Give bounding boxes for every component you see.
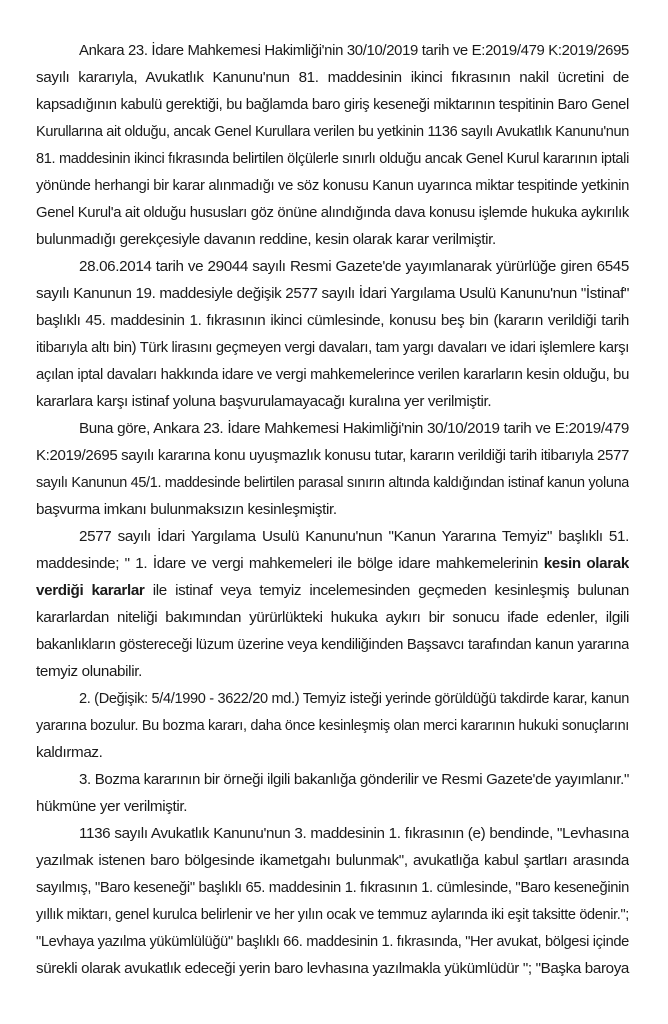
paragraph bbox=[36, 415, 629, 523]
text-segment: kaldırmaz. bbox=[36, 744, 103, 761]
text-segment: maddesinde; " 1. İdare ve vergi mahkemeleri ile bölge idare mahkemelerinin bbox=[36, 555, 544, 572]
text-segment: sayılmış, "Baro keseneği" başlıklı 65. maddesinin 1. fıkrasının 1. cümlesinde, "Baro keseneğinin bbox=[36, 879, 629, 896]
text-segment: başvurma imkanı bulunmaksızın kesinleşmiştir. bbox=[36, 501, 337, 518]
text-line bbox=[36, 847, 629, 874]
text-line bbox=[36, 496, 629, 523]
text-line bbox=[36, 280, 629, 307]
paragraph bbox=[36, 37, 629, 253]
text-line bbox=[36, 658, 629, 685]
text-segment: yararına bozulur. Bu bozma kararı, daha önce kesinleşmiş olan merci kararının hukuki sonuçlarını bbox=[36, 717, 629, 734]
text-segment: yazılmak istenen baro bölgesinde ikametgahı bulunmak", avukatlığa kabul şartları arasında bbox=[36, 852, 629, 869]
text-segment: ile istinaf veya temyiz incelemesinden geçmeden kesinleşmiş bulunan bbox=[152, 582, 629, 599]
text-line bbox=[36, 172, 629, 199]
text-segment: Buna göre, Ankara 23. İdare Mahkemesi Hakimliği'nin 30/10/2019 tarih ve E:2019/479 bbox=[79, 420, 629, 437]
text-segment: kararlara karşı istinaf yoluna başvurulamayacağı kuralına yer verilmiştir. bbox=[36, 393, 492, 410]
text-segment: sayılı kararıyla, Avukatlık Kanunu'nun 81. maddesinin ikinci fıkrasının nakil ücretini de bbox=[36, 69, 629, 86]
text-line bbox=[36, 901, 629, 928]
text-line bbox=[36, 199, 629, 226]
paragraph bbox=[36, 685, 629, 766]
text-line bbox=[36, 874, 629, 901]
text-line bbox=[36, 415, 629, 442]
text-segment: kararlardan niteliği bakımından yürürlükteki hukuka aykırı bir sonucu ifade edenler, ilgili bbox=[36, 609, 629, 626]
text-segment: 2. (Değişik: 5/4/1990 - 3622/20 md.) Temyiz isteği yerinde görüldüğü takdirde karar, kanun bbox=[78, 690, 629, 707]
text-line bbox=[36, 604, 629, 631]
text-segment: açılan iptal davaları hakkında idare ve vergi mahkemelerince verilen kararların kesin olduğu, bu bbox=[36, 366, 629, 383]
paragraph bbox=[36, 253, 629, 415]
text-line bbox=[36, 955, 629, 982]
text-segment: Genel Kurul'a ait olduğu hususları göz önüne alındığında dava konusu işlemde hukuka aykırılık bbox=[36, 204, 629, 221]
text-line bbox=[36, 388, 629, 415]
text-line bbox=[36, 91, 629, 118]
text-segment: 3. Bozma kararının bir örneği ilgili bakanlığa gönderilir ve Resmi Gazete'de yayımlanır." bbox=[78, 771, 629, 788]
text-line bbox=[36, 145, 629, 172]
text-line bbox=[36, 766, 629, 793]
text-line bbox=[36, 37, 629, 64]
text-segment: sayılı Kanunun 45/1. maddesinde belirtilen parasal sınırın altında kaldığından istinaf kanun yoluna bbox=[36, 474, 629, 491]
text-segment: bakanlıkların göstereceği lüzum üzerine veya kendiliğinden Başsavcı tarafından kanun yararına bbox=[36, 636, 629, 653]
text-line bbox=[36, 118, 629, 145]
text-line bbox=[36, 334, 629, 361]
text-line bbox=[36, 550, 629, 577]
text-segment: 28.06.2014 tarih ve 29044 sayılı Resmi Gazete'de yayımlanarak yürürlüğe giren 6545 bbox=[79, 258, 629, 275]
text-segment: temyiz olunabilir. bbox=[36, 663, 142, 680]
text-segment: yıllık miktarı, genel kurulca belirlenir ve her yılın ocak ve temmuz aylarında iki eşit taksitte ödenir."; bbox=[36, 906, 629, 923]
text-segment: hükmüne yer verilmiştir. bbox=[36, 798, 188, 815]
text-line bbox=[36, 793, 629, 820]
document-body bbox=[36, 37, 629, 982]
text-line bbox=[36, 577, 629, 604]
text-line bbox=[36, 361, 629, 388]
text-line bbox=[36, 226, 629, 253]
text-line bbox=[36, 469, 629, 496]
text-segment: sürekli olarak avukatlık edeceği yerin baro levhasına yazılmakla yükümlüdür "; "Başka baroya bbox=[36, 960, 629, 977]
bold-phrase: kesin olarak bbox=[543, 555, 629, 572]
text-line bbox=[36, 820, 629, 847]
text-line bbox=[36, 307, 629, 334]
paragraph bbox=[36, 523, 629, 685]
text-line bbox=[36, 253, 629, 280]
text-segment: itibarıyla altı bin) Türk lirasını geçmeyen vergi davaları, tam yargı davaları ve idari işlemlere karşı bbox=[36, 339, 629, 356]
text-segment: 2577 sayılı İdari Yargılama Usulü Kanunu'nun "Kanun Yararına Temyiz" başlıklı 51. bbox=[79, 528, 629, 545]
text-line bbox=[36, 712, 629, 739]
text-segment: Ankara 23. İdare Mahkemesi Hakimliği'nin 30/10/2019 tarih ve E:2019/479 K:2019/2695 bbox=[78, 42, 629, 59]
text-segment: 1136 sayılı Avukatlık Kanunu'nun 3. maddesinin 1. fıkrasının (e) bendinde, "Levhasına bbox=[79, 825, 629, 842]
text-segment: sayılı Kanunun 19. maddesiyle değişik 2577 sayılı İdari Yargılama Usulü Kanunu'nun "İstinaf" bbox=[36, 285, 629, 302]
paragraph bbox=[36, 820, 629, 982]
text-line bbox=[36, 631, 629, 658]
text-line bbox=[36, 685, 629, 712]
bold-phrase: verdiği kararlar bbox=[36, 582, 145, 599]
text-line bbox=[36, 523, 629, 550]
text-segment: K:2019/2695 sayılı kararına konu uyuşmazlık konusu tutar, kararın verildiği tarih itibarıyla 2577 bbox=[36, 447, 629, 464]
text-segment: kapsadığının kabulü gerektiği, bu bağlamda baro giriş keseneği miktarının tespitinin Baro Genel bbox=[36, 96, 629, 113]
text-segment: başlıklı 45. maddesinin 1. fıkrasının ikinci cümlesinde, konusu beş bin (kararın verildiği tarih bbox=[36, 312, 629, 329]
text-segment: yönünde herhangi bir karar alınmadığı ve söz konusu Kanun uyarınca miktar tespitinde yetkinin bbox=[36, 177, 629, 194]
text-line bbox=[36, 442, 629, 469]
text-segment: bulunmadığı gerekçesiyle davanın reddine, kesin olarak karar verilmiştir. bbox=[36, 231, 496, 248]
text-segment: "Levhaya yazılma yükümlülüğü" başlıklı 66. maddesinin 1. fıkrasında, "Her avukat, bölgesi içinde bbox=[36, 933, 629, 950]
paragraph bbox=[36, 766, 629, 820]
text-line bbox=[36, 928, 629, 955]
text-line bbox=[36, 739, 629, 766]
text-line bbox=[36, 64, 629, 91]
text-segment: 81. maddesinin ikinci fıkrasında belirtilen ölçülerle sınırlı olduğu ancak Genel Kurul kararının iptali bbox=[36, 150, 629, 167]
text-segment: Kurullarına ait olduğu, ancak Genel Kurullara verilen bu yetkinin 1136 sayılı Avukatlık Kanunu'nun bbox=[36, 123, 629, 140]
